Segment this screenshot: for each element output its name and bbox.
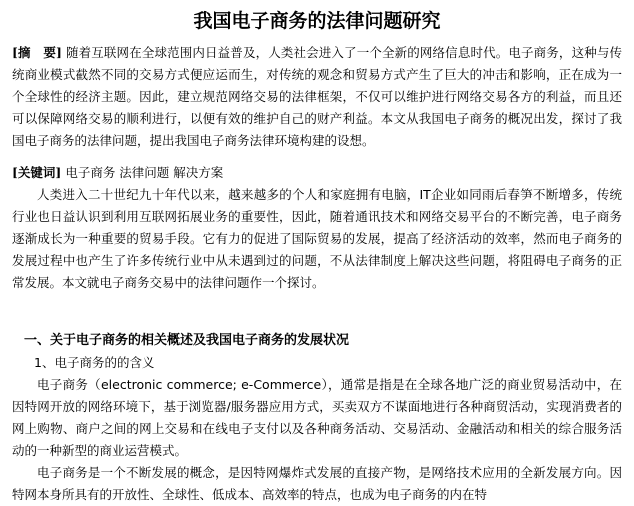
document-title: 我国电子商务的法律问题研究 — [193, 10, 441, 32]
intro-paragraph: 人类进入二十世纪九十年代以来，越来越多的个人和家庭拥有电脑，IT企业如同雨后春笋不断增多，传统行业也日益认识到利用互联网拓展业务的重要性，因此，随着通讯技术和网络交易平台的不断完善，电子商务逐渐成长为一种重要的贸易手段。它有力的促进了国际贸易的发展，提高了经济活动的效率，然而电子商务的发展过程中也产生了许多传统行业中从未遇到过的问题，不从法律制度上解决这些问题，将阻碍电子商务的正常发展。本文就电子商务交易中的法律问题作一个探讨。 — [12, 187, 622, 290]
abstract-label: [摘 要] — [12, 45, 62, 60]
abstract-paragraph — [12, 42, 622, 152]
section-spacer — [12, 294, 622, 330]
keywords-line — [12, 162, 622, 184]
abstract-text: 随着互联网在全球范围内日益普及，人类社会进入了一个全新的网络信息时代。电子商务，这种与传统商业模式截然不同的交易方式便应运而生，对传统的观念和贸易方式产生了巨大的冲击和影响，正在成为一个全球性的经济主题。因此，建立规范网络交易的法律框架，不仅可以维护进行网络交易各方的利益，而且还可以保障网络交易的顺利进行，以便有效的维护自己的财产利益。本文从我国电子商务的概况出发，探讨了我国电子商务的法律问题，提出我国电子商务法律环境构建的设想。 — [12, 45, 622, 148]
keywords-text: 电子商务 法律问题 解决方案 — [61, 165, 224, 180]
section-heading: 一、关于电子商务的相关概述及我国电子商务的发展状况 — [24, 333, 350, 348]
keywords-label: [关键词] — [12, 165, 62, 180]
body-paragraph-definition: 电子商务（electronic commerce; e-Commerce），通常是指是在全球各地广泛的商业贸易活动中，在因特网开放的网络环境下，基于浏览器/服务器应用方式，买卖双方不谋面地进行各种商贸活动，实现消费者的网上购物、商户之间的网上交易和在线电子支付以及各种商务活动、交易活动、金融活动和相关的综合服务活动的一种新型的商业运营模式。 — [12, 377, 622, 458]
body-paragraph-development: 电子商务是一个不断发展的概念，是因特网爆炸式发展的直接产物，是网络技术应用的全新发展方向。因特网本身所具有的开放性、全球性、低成本、高效率的特点，也成为电子商务的内在特 — [12, 465, 622, 502]
subsection-heading: 1、电子商务的的含义 — [34, 355, 155, 370]
